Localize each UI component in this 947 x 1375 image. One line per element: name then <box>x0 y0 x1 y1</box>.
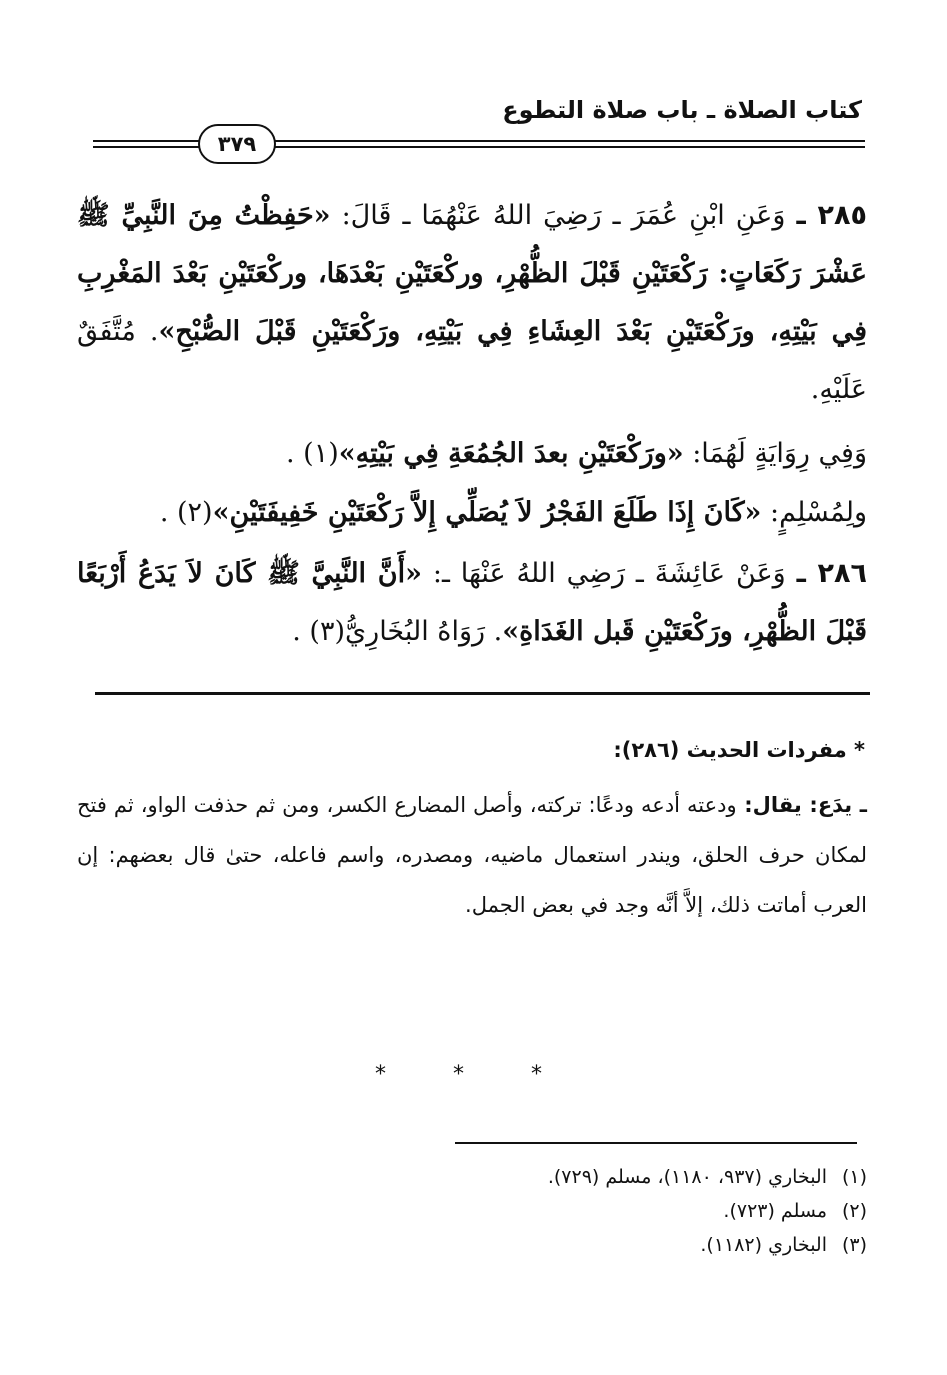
footnote <box>447 1160 867 1194</box>
footnote-text: البخاري (٩٣٧، ١١٨٠)، مسلم (٧٢٩). <box>547 1166 827 1188</box>
narration-text: «كَانَ إِذَا طَلَعَ الفَجْرُ لاَ يُصَلِّي إِلاَّ رَكْعَتَيْنِ خَفِيفَتَيْنِ» <box>212 497 762 528</box>
vocabulary-explanation: ودعته أدعه ودعًا: تركته، وأصل المضارع الكسر، ومن ثم حذفت الواو، ثم فتح لمكان حرف الحلق، ويندر استعمال ماضيه، ومصدره، واسم فاعله، حتىٰ قال بعضهم: إن العرب أماتت ذلك، إلاَّ أنَّه وجد في بعض الجمل. <box>77 793 867 917</box>
footnote-text: مسلم (٧٢٣). <box>723 1200 827 1222</box>
hadith-text: «أَنَّ النَّبِيَّ ﷺ كَانَ لاَ يَدَعُ أَرْبَعًا قَبْلَ الظُّهْرِ، ورَكْعَتَيْنِ قَبل الغَدَاةِ» <box>77 558 867 647</box>
narration-text: «ورَكْعَتَيْنِ بعدَ الجُمُعَةِ فِي بَيْتِهِ» <box>338 438 684 469</box>
narration-intro: وَفِي رِوَايَةٍ لَهُمَا: <box>683 438 867 469</box>
hadith-286 <box>77 545 867 661</box>
footnote-ref: (٢) . <box>159 497 213 528</box>
hadith-source: . مُتَّفَقٌ عَلَيْهِ. <box>77 316 867 405</box>
hadith-285 <box>77 187 867 419</box>
running-title: كتاب الصلاة ـ باب صلاة التطوع <box>502 96 862 124</box>
footnote-ref: (١) . <box>286 438 339 469</box>
footnote-rule <box>455 1142 857 1144</box>
footnote-text: البخاري (١١٨٢). <box>700 1234 827 1256</box>
narration-intro: ولِمُسْلِمٍ: <box>761 497 867 528</box>
footnote-number: (١) <box>841 1166 867 1188</box>
vocabulary-term: ـ يدَع: يقال: <box>736 793 867 817</box>
hadith-source: . رَوَاهُ البُخَارِيُّ(٣) . <box>292 616 503 647</box>
vocabulary-entry <box>77 780 867 930</box>
narration-2 <box>77 484 867 542</box>
hadith-number: ٢٨٦ ـ <box>796 558 867 589</box>
hadith-intro: وَعَنْ عَائِشَةَ ـ رَضِي اللهُ عَنْهَا ـ: <box>421 558 797 589</box>
hadith-intro: وَعَنِ ابْنِ عُمَرَ ـ رَضِيَ اللهُ عَنْهُمَا ـ قَالَ: <box>330 200 797 231</box>
footnotes <box>447 1160 867 1262</box>
section-separator: * * * <box>375 1062 572 1087</box>
footnote <box>447 1194 867 1228</box>
vocabulary-title: * مفردات الحديث (٢٨٦): <box>613 738 865 762</box>
section-divider <box>95 692 870 695</box>
narration-1 <box>77 425 867 483</box>
footnote-number: (٣) <box>841 1234 867 1256</box>
hadith-text: «حَفِظْتُ مِنَ النَّبِيِّ ﷺ عَشْرَ رَكَعَاتٍ: رَكْعَتَيْنِ قَبْلَ الظُّهْرِ، وركْعَتَيْنِ بَعْدَهَا، وركْعَتَيْنِ بَعْدَ المَغْرِبِ فِي بَيْتِهِ، ورَكْعَتَيْنِ بَعْدَ العِشَاءِ فِي بَيْتِهِ، ورَكْعَتَيْنِ قَبْلَ الصُّبْحِ» <box>77 200 867 347</box>
footnote <box>447 1228 867 1262</box>
hadith-number: ٢٨٥ ـ <box>796 200 867 231</box>
footnote-number: (٢) <box>841 1200 867 1222</box>
page-number: ٣٧٩ <box>198 124 276 164</box>
